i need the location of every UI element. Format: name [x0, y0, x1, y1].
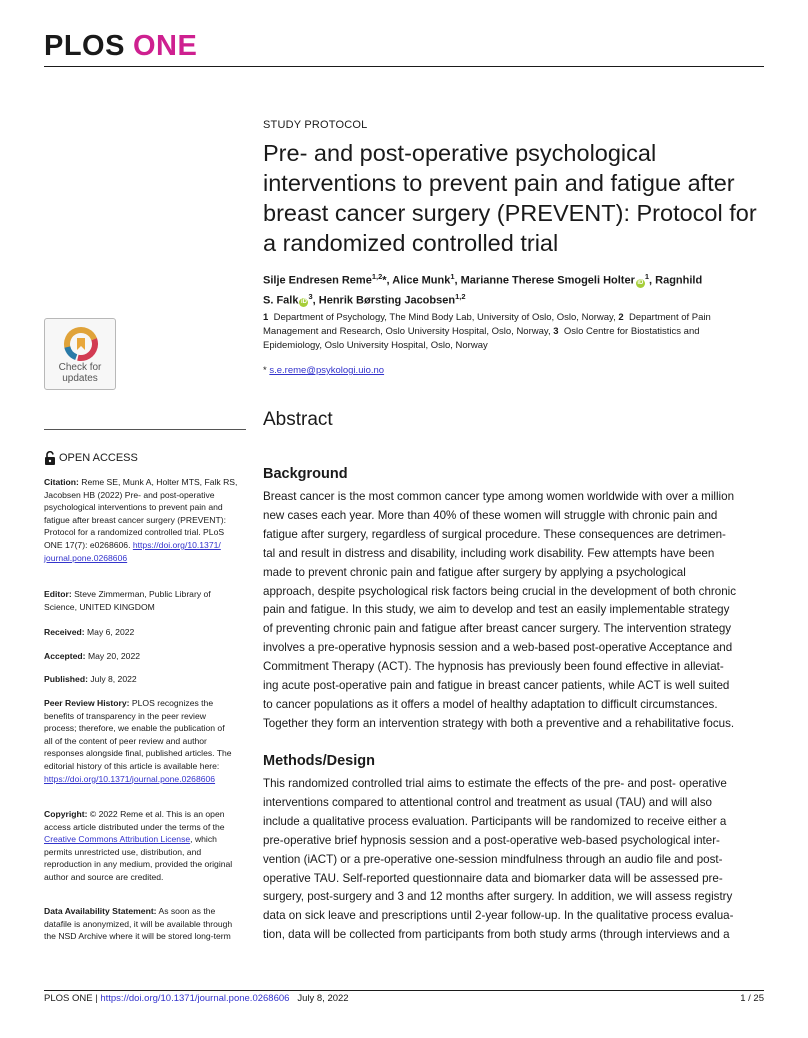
affil-text: Oslo Centre for Biostatistics and [563, 326, 700, 337]
copyright-label: Copyright: [44, 809, 88, 819]
article-type: STUDY PROTOCOL [263, 119, 368, 131]
published-date [44, 673, 248, 686]
author-separator: , Ragnhild [649, 274, 703, 287]
text-line: include a qualitative process evaluation. Participants will be randomized to receive either a [263, 814, 727, 828]
open-lock-icon [44, 451, 56, 465]
author-separator: , [454, 274, 458, 287]
title-line: a randomized controlled trial [263, 230, 559, 256]
editor-label: Editor: [44, 589, 72, 599]
text-line: of preventing chronic pain and fatigue after breast cancer surgery. The intervention strategy [263, 622, 732, 636]
data-availability-text: datafile is anonymized, it will be available through [44, 918, 233, 929]
methods-paragraph [263, 775, 765, 945]
author-name[interactable]: Marianne Therese Smogeli Holter [460, 274, 635, 287]
open-access-label [44, 451, 138, 465]
author-separator: , [312, 294, 316, 307]
footer-citation [44, 993, 349, 1004]
open-access-text: OPEN ACCESS [59, 452, 138, 464]
email-star: * [263, 365, 267, 376]
peer-review-link[interactable]: https://doi.org/10.1371/journal.pone.0268606 [44, 773, 216, 784]
editor-text: Science, UNITED KINGDOM [44, 601, 155, 612]
affiliations [263, 311, 765, 353]
data-availability-text: As soon as the [158, 906, 216, 916]
affil-number: 3 [553, 326, 559, 337]
text-line: data on sick leave and prescriptions until 2-year follow-up. In the qualitative process evalua- [263, 909, 734, 923]
peer-review-text: PLOS recognizes the [131, 698, 214, 708]
corresponding-email [263, 365, 765, 376]
peer-review-text: editorial history of this article is available here: [44, 760, 220, 771]
check-updates-label [45, 362, 115, 384]
peer-review-text: benefits of transparency in the peer review [44, 710, 206, 721]
citation-label: Citation: [44, 477, 79, 487]
accepted-date [44, 650, 248, 663]
text-line: approach, despite psychological risk factors being crucial in the development of both chronic [263, 584, 737, 598]
journal-logo[interactable] [44, 30, 197, 63]
text-line: new cases each year. More than 40% of these women will struggle with chronic pain and [263, 508, 718, 522]
check-for-updates-badge[interactable] [44, 318, 116, 390]
title-line: breast cancer surgery (PREVENT): Protocol for [263, 200, 757, 226]
published-value: July 8, 2022 [90, 674, 137, 684]
received-value: May 6, 2022 [87, 627, 135, 637]
author-affil-sup: 1,2 [371, 272, 383, 281]
author-affil-sup: 1,2 [455, 291, 466, 301]
email-link[interactable]: s.e.reme@psykologi.uio.no [269, 365, 385, 376]
accepted-label: Accepted: [44, 651, 86, 661]
title-line: interventions to prevent pain and fatigue after [263, 170, 735, 196]
check-updates-line: Check for [58, 362, 102, 373]
affil-number: 2 [618, 312, 624, 323]
check-updates-line: updates [62, 373, 98, 384]
text-line: operative TAU. Self-reported questionnaire data and biomarker data will be assessed pre- [263, 871, 723, 885]
peer-review-block [44, 697, 248, 785]
citation-text: Protocol for a randomized controlled trial. PLoS [44, 527, 225, 538]
footer-doi-link[interactable]: https://doi.org/10.1371/journal.pone.0268606 [100, 993, 290, 1004]
affil-number: 1 [263, 312, 269, 323]
background-paragraph [263, 488, 765, 734]
editor-text: Steve Zimmerman, Public Library of [74, 589, 211, 599]
data-availability-label: Data Availability Statement: [44, 906, 157, 916]
data-availability-block [44, 905, 248, 943]
author-name[interactable]: Silje Endresen Reme [263, 274, 372, 287]
accepted-value: May 20, 2022 [87, 651, 141, 661]
page-number: 1 / 25 [740, 993, 764, 1004]
affil-text: Epidemiology, Oslo University Hospital, Oslo, Norway [263, 340, 488, 351]
text-line: to cancer populations as it offers a model of healthy adaptation to difficult circumstances. [263, 697, 718, 711]
text-line: vention (iACT) or a pre-operative one-session mindfulness through an audio file and post- [263, 852, 723, 866]
article-title [263, 138, 765, 258]
journal-logo-plos: PLOS [44, 30, 125, 62]
text-line: made to prevent chronic pain and fatigue after surgery by applying a psychological [263, 565, 686, 579]
editor-block [44, 588, 248, 613]
citation-text: psychological interventions to prevent pain and [44, 502, 223, 513]
citation-text: fatigue after breast cancer surgery (PREVENT): [44, 514, 226, 525]
peer-review-text: all of the content of peer review and author [44, 735, 207, 746]
published-label: Published: [44, 674, 88, 684]
received-date [44, 626, 248, 639]
footer-rule [44, 990, 764, 991]
abstract-heading: Abstract [263, 409, 333, 430]
affil-text: Department of Pain [628, 312, 711, 323]
text-line: fatigue after surgery, regardless of surgical procedure. These consequences are detrimen- [263, 527, 726, 541]
author-name[interactable]: Alice Munk [392, 274, 451, 287]
received-label: Received: [44, 627, 85, 637]
text-line: pre-operative brief hypnosis session and a post-operative web-based psychological inter- [263, 833, 720, 847]
text-line: tion, data will be collected from participants from both study arms (through interviews and a [263, 928, 730, 942]
citation-text: Reme SE, Munk A, Holter MTS, Falk RS, [81, 477, 238, 487]
copyright-text: © 2022 Reme et al. This is an open [89, 809, 225, 819]
footer-journal: PLOS ONE | [44, 993, 98, 1004]
author-affil-sup: 1 [644, 272, 650, 281]
title-line: Pre- and post-operative psychological [263, 140, 657, 166]
copyright-text: permits unrestricted use, distribution, and [44, 846, 202, 857]
peer-review-text: responses alongside final, published articles. The [44, 748, 232, 759]
check-updates-icon [63, 326, 99, 362]
affil-text: Management and Research, Oslo University Hospital, Oslo, Norway, [263, 326, 551, 337]
citation-text: ONE 17(7): e0268606. [44, 539, 131, 550]
orcid-icon[interactable]: iD [637, 279, 644, 286]
author-affil-sup: 3 [308, 291, 313, 301]
author-name[interactable]: Henrik Børsting Jacobsen [318, 294, 456, 307]
text-line: interventions compared to attentional control and treatment as usual (TAU) and will also [263, 795, 712, 809]
citation-doi-link[interactable]: journal.pone.0268606 [44, 552, 128, 563]
sidebar-rule [44, 429, 246, 430]
copyright-text: access article distributed under the terms of the [44, 821, 225, 832]
text-line: surgery, post-surgery and 3 and 12 months after surgery. In addition, we will assess registry [263, 890, 733, 904]
copyright-text: , which [190, 834, 217, 845]
citation-block [44, 476, 248, 564]
data-availability-text: the NSD Archive where it will be stored long-term [44, 931, 231, 942]
copyright-block [44, 808, 248, 884]
copyright-text: author and source are credited. [44, 871, 164, 882]
peer-review-text: process; therefore, we enable the publication of [44, 723, 225, 734]
text-line: Together they form an intervention strategy with both a preventive and a rehabilitative focus. [263, 716, 735, 730]
text-line: pain and fatigue. In this study, we aim to develop and test an easily implementable strategy [263, 603, 730, 617]
copyright-text: reproduction in any medium, provided the original [44, 859, 233, 870]
text-line: This randomized controlled trial aims to estimate the effects of the pre- and post- operative [263, 777, 727, 790]
footer-date: July 8, 2022 [297, 993, 349, 1004]
journal-logo-one: ONE [132, 30, 198, 62]
text-line: Breast cancer is the most common cancer type among women worldwide with over a million [263, 490, 735, 503]
affil-text: Department of Psychology, The Mind Body Lab, University of Oslo, Oslo, Norway, [273, 312, 616, 323]
corresponding-mark: *, [382, 274, 390, 287]
license-link[interactable]: Creative Commons Attribution License [44, 834, 191, 845]
citation-doi-link[interactable]: https://doi.org/10.1371/ [132, 539, 221, 550]
text-line: tal and result in distress and disability, including work disability. Few attempts have been [263, 546, 715, 560]
orcid-icon[interactable]: iD [300, 299, 307, 306]
author-list [263, 269, 765, 308]
citation-text: Jacobsen HB (2022) Pre- and post-operative [44, 489, 215, 500]
text-line: Commitment Therapy (ACT). The hypnosis has previously been found effective in alleviat- [263, 660, 724, 674]
text-line: involves a pre-operative hypnosis session and a web-based post-operative Acceptance and [263, 641, 733, 655]
author-affil-sup: 1 [450, 272, 455, 281]
background-heading: Background [263, 466, 348, 482]
author-name[interactable]: S. Falk [263, 294, 299, 307]
peer-review-label: Peer Review History: [44, 698, 130, 708]
header-rule [44, 66, 764, 67]
text-line: ing acute post-operative pain and fatigue in breast cancer patients, while ACT is well suited [263, 679, 730, 693]
methods-heading: Methods/Design [263, 753, 375, 769]
